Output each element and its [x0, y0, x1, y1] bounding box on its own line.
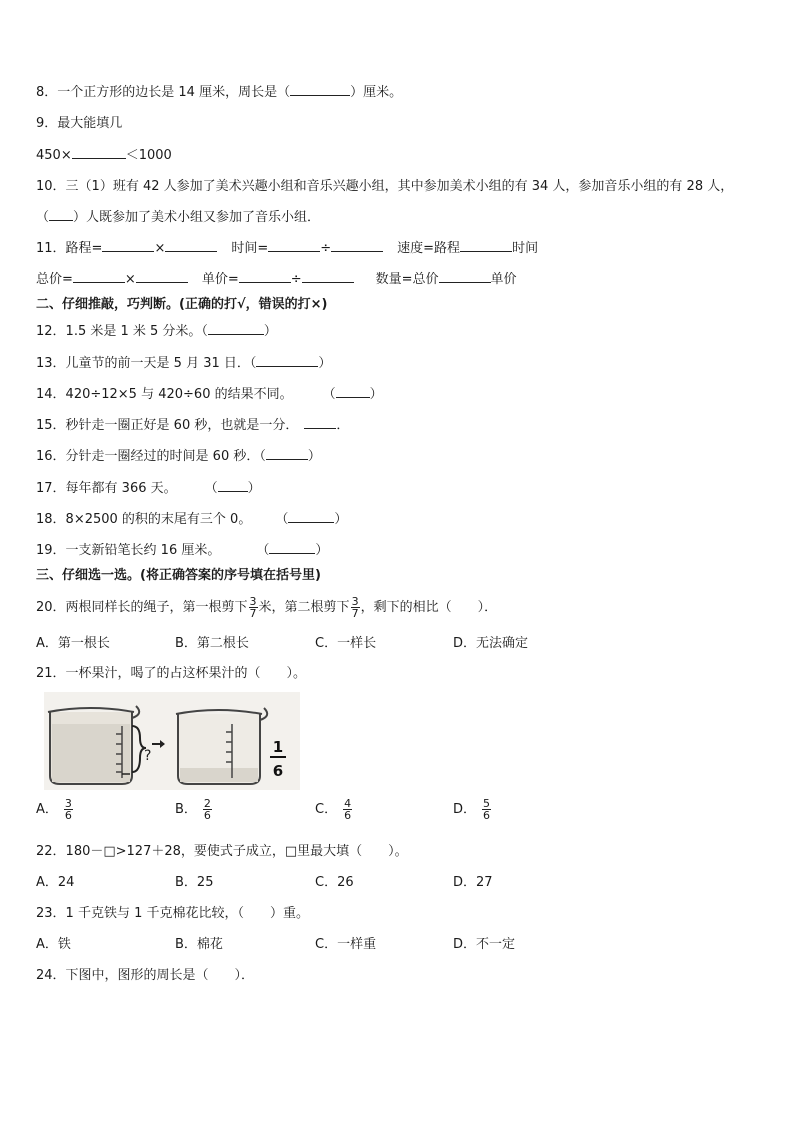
fraction: $\frac{4}{6}$	[344, 797, 352, 822]
question-10-line2: （ ）人既参加了美术小组又参加了音乐小组．	[36, 210, 321, 225]
question-19: 19．一支新铅笔长约 16 厘米。 （ ）	[36, 543, 329, 558]
answer-blank[interactable]	[302, 270, 354, 283]
option-c[interactable]: C．一样重	[315, 937, 377, 952]
answer-blank[interactable]	[49, 208, 73, 221]
answer-blank[interactable]	[336, 385, 370, 398]
question-11-row1: 11．路程= × 时间= ÷ 速度=路程 时间	[36, 241, 539, 256]
option-d[interactable]: D．不一定	[453, 937, 516, 952]
figure-fraction-denominator: 6	[272, 762, 284, 780]
answer-blank[interactable]	[208, 322, 264, 335]
section-2-heading: 二、仔细推敲，巧判断。(正确的打√，错误的打×)	[36, 297, 328, 312]
answer-blank[interactable]	[136, 270, 188, 283]
answer-blank[interactable]	[73, 270, 125, 283]
answer-blank[interactable]	[102, 239, 154, 252]
question-22: 22．180－□>127＋28，要使式子成立，□里最大填（ ）。	[36, 844, 408, 859]
question-20: 20．两根同样长的绳子，第一根剪下 $\frac{3}{7}$ 米，第二根剪下 $\frac{3}{7}$ ，剩下的相比（ ）．	[36, 595, 498, 620]
question-12: 12．1.5 米是 1 米 5 分米。（ ）	[36, 324, 277, 339]
question-9: 9．最大能填几	[36, 116, 123, 131]
option-d[interactable]: D．无法确定	[453, 636, 529, 651]
figure-fraction-numerator: 1	[272, 738, 284, 756]
question-21: 21．一杯果汁，喝了的占这杯果汁的（ ）。	[36, 666, 307, 681]
answer-blank[interactable]	[269, 541, 315, 554]
fraction: $\frac{5}{6}$	[483, 797, 491, 822]
option-a[interactable]: A． $\frac{3}{6}$	[36, 797, 72, 822]
option-d[interactable]: D．27	[453, 875, 493, 890]
juice-cup-figure	[44, 692, 300, 790]
option-c[interactable]: C．一样长	[315, 636, 377, 651]
fraction: $\frac{3}{7}$	[249, 595, 257, 620]
juice-cups-image	[44, 692, 300, 790]
answer-blank[interactable]	[239, 270, 291, 283]
answer-blank[interactable]	[288, 510, 334, 523]
question-18: 18．8×2500 的积的末尾有三个 0。 （ ）	[36, 512, 348, 527]
question-9-expression: 450× ＜1000	[36, 148, 172, 163]
option-a[interactable]: A．第一根长	[36, 636, 110, 651]
option-b[interactable]: B．棉花	[175, 937, 223, 952]
option-b[interactable]: B． $\frac{2}{6}$	[175, 797, 211, 822]
question-24: 24．下图中，图形的周长是（ ）．	[36, 968, 255, 983]
answer-blank[interactable]	[331, 239, 383, 252]
answer-blank[interactable]	[266, 447, 308, 460]
answer-blank[interactable]	[439, 270, 491, 283]
fraction: $\frac{3}{6}$	[64, 797, 72, 822]
answer-blank[interactable]	[304, 416, 336, 429]
option-c[interactable]: C．26	[315, 875, 354, 890]
option-a[interactable]: A．24	[36, 875, 75, 890]
answer-blank[interactable]	[460, 239, 512, 252]
section-3-heading: 三、仔细选一选。(将正确答案的序号填在括号里)	[36, 568, 321, 583]
question-10: 10．三（1）班有 42 人参加了美术兴趣小组和音乐兴趣小组，其中参加美术小组的有 34 人，参加音乐小组的有 28 人，	[36, 179, 734, 194]
answer-blank[interactable]	[218, 479, 248, 492]
question-23: 23．1 千克铁与 1 千克棉花比较，（ ）重。	[36, 906, 309, 921]
question-8: 8．一个正方形的边长是 14 厘米，周长是（ ）厘米。	[36, 85, 403, 100]
question-15: 15．秒针走一圈正好是 60 秒，也就是一分． ．	[36, 418, 350, 433]
question-16: 16．分针走一圈经过的时间是 60 秒．（ ）	[36, 449, 321, 464]
option-c[interactable]: C． $\frac{4}{6}$	[315, 797, 352, 822]
fraction: $\frac{3}{7}$	[351, 595, 359, 620]
question-11-row2: 总价= × 单价= ÷ 数量=总价 单价	[36, 272, 517, 287]
option-b[interactable]: B．25	[175, 875, 214, 890]
answer-blank[interactable]	[290, 83, 350, 96]
option-d[interactable]: D． $\frac{5}{6}$	[453, 797, 491, 822]
answer-blank[interactable]	[72, 146, 126, 159]
question-17: 17．每年都有 366 天。 （ ）	[36, 481, 261, 496]
option-b[interactable]: B．第二根长	[175, 636, 249, 651]
answer-blank[interactable]	[165, 239, 217, 252]
option-a[interactable]: A．铁	[36, 937, 71, 952]
answer-blank[interactable]	[268, 239, 320, 252]
fraction: $\frac{2}{6}$	[203, 797, 211, 822]
question-13: 13．儿童节的前一天是 5 月 31 日．（ ）	[36, 356, 332, 371]
answer-blank[interactable]	[256, 354, 318, 367]
question-mark: ?	[144, 748, 152, 764]
question-14: 14．420÷12×5 与 420÷60 的结果不同。 （ ）	[36, 387, 383, 402]
